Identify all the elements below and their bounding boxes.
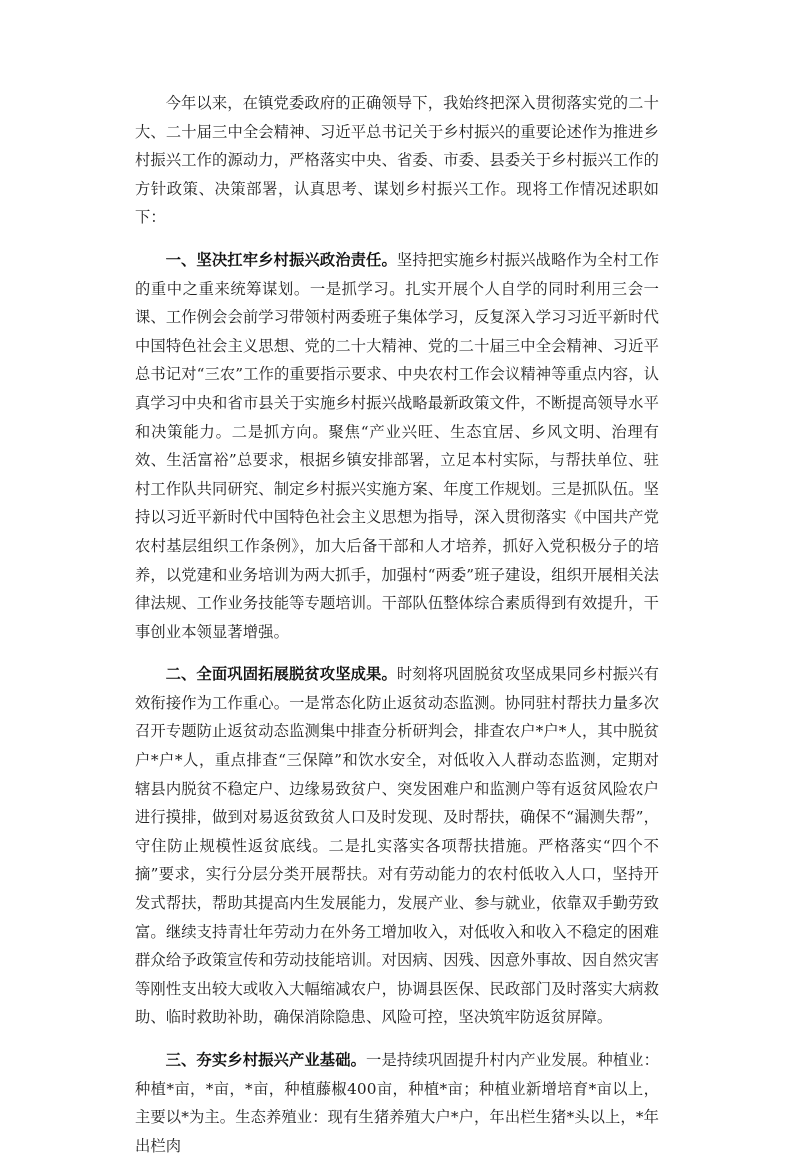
section-2-paragraph [135, 660, 659, 1032]
section-2-heading: 二、全面巩固拓展脱贫攻坚成果。 [165, 665, 397, 684]
section-1-heading: 一、坚决扛牢乡村振兴政治责任。 [165, 250, 397, 269]
section-1-text: 坚持把实施乡村振兴战略作为全村工作的重中之重来统筹谋划。一是抓学习。扎实开展个人自学的同时利用三会一课、工作例会会前学习带领村两委班子集体学习，反复深入学习习近平新时代中国特色社会主义思想、党的二十大精神、党的二十届三中全会精神、习近平总书记对“三农”工作的重要指示要求、中央农村工作会议精神等重点内容，认真学习中央和省市县关于实施乡村振兴战略最新政策文件，不断提高领导水平和决策能力。二是抓方向。聚焦“产业兴旺、生态宜居、乡风文明、治理有效、生活富裕”总要求，根据乡镇安排部署，立足本村实际，与帮扶单位、驻村工作队共同研究、制定乡村振兴实施方案、年度工作规划。三是抓队伍。坚持以习近平新时代中国特色社会主义思想为指导，深入贯彻落实《中国共产党农村基层组织工作条例》，加大后备干部和人才培养，抓好入党积极分子的培养，以党建和业务培训为两大抓手，加强村“两委”班子建设，组织开展相关法律法规、工作业务技能等专题培训。干部队伍整体综合素质得到有效提升，干事创业本领显著增强。 [135, 250, 659, 641]
section-3-paragraph [135, 1046, 659, 1160]
intro-paragraph [135, 89, 659, 232]
section-2-text: 时刻将巩固脱贫攻坚成果同乡村振兴有效衔接作为工作重心。一是常态化防止返贫动态监测。协同驻村帮扶力量多次召开专题防止返贫动态监测集中排查分析研判会，排查农户*户*人，其中脱贫户*户*人，重点排查“三保障”和饮水安全，对低收入人群动态监测，定期对辖县内脱贫不稳定户、边缘易致贫户、突发困难户和监测户等有返贫风险农户进行摸排，做到对易返贫致贫人口及时发现、及时帮扶，确保不“漏测失帮”，守住防止规模性返贫底线。二是扎实落实各项帮扶措施。严格落实“四个不摘”要求，实行分层分类开展帮扶。对有劳动能力的农村低收入人口，坚持开发式帮扶，帮助其提高内生发展能力，发展产业、参与就业，依靠双手勤劳致富。继续支持青壮年劳动力在外务工增加收入，对低收入和收入不稳定的困难群众给予政策宣传和劳动技能培训。对因病、因残、因意外事故、因自然灾害等刚性支出较大或收入大幅缩减农户，协调县医保、民政部门及时落实大病救助、临时救助补助，确保消除隐患、风险可控，坚决筑牢防返贫屏障。 [135, 665, 659, 1027]
intro-text: 今年以来，在镇党委政府的正确领导下，我始终把深入贯彻落实党的二十大、二十届三中全会精神、习近平总书记关于乡村振兴的重要论述作为推进乡村振兴工作的源动力，严格落实中央、省委、市委、县委关于乡村振兴工作的方针政策、决策部署，认真思考、谋划乡村振兴工作。现将工作情况述职如下： [135, 94, 659, 227]
document-page [135, 89, 659, 1160]
section-1-paragraph [135, 246, 659, 646]
section-3-text: 一是持续巩固提升村内产业发展。种植业：种植*亩，*亩，*亩，种植藤椒400亩，种植*亩；种植业新增培育*亩以上，主要以*为主。生态养殖业：现有生猪养殖大户*户，年出栏生猪*头以上，*年出栏肉 [135, 1051, 659, 1155]
section-3-heading: 三、夯实乡村振兴产业基础。 [165, 1051, 367, 1069]
